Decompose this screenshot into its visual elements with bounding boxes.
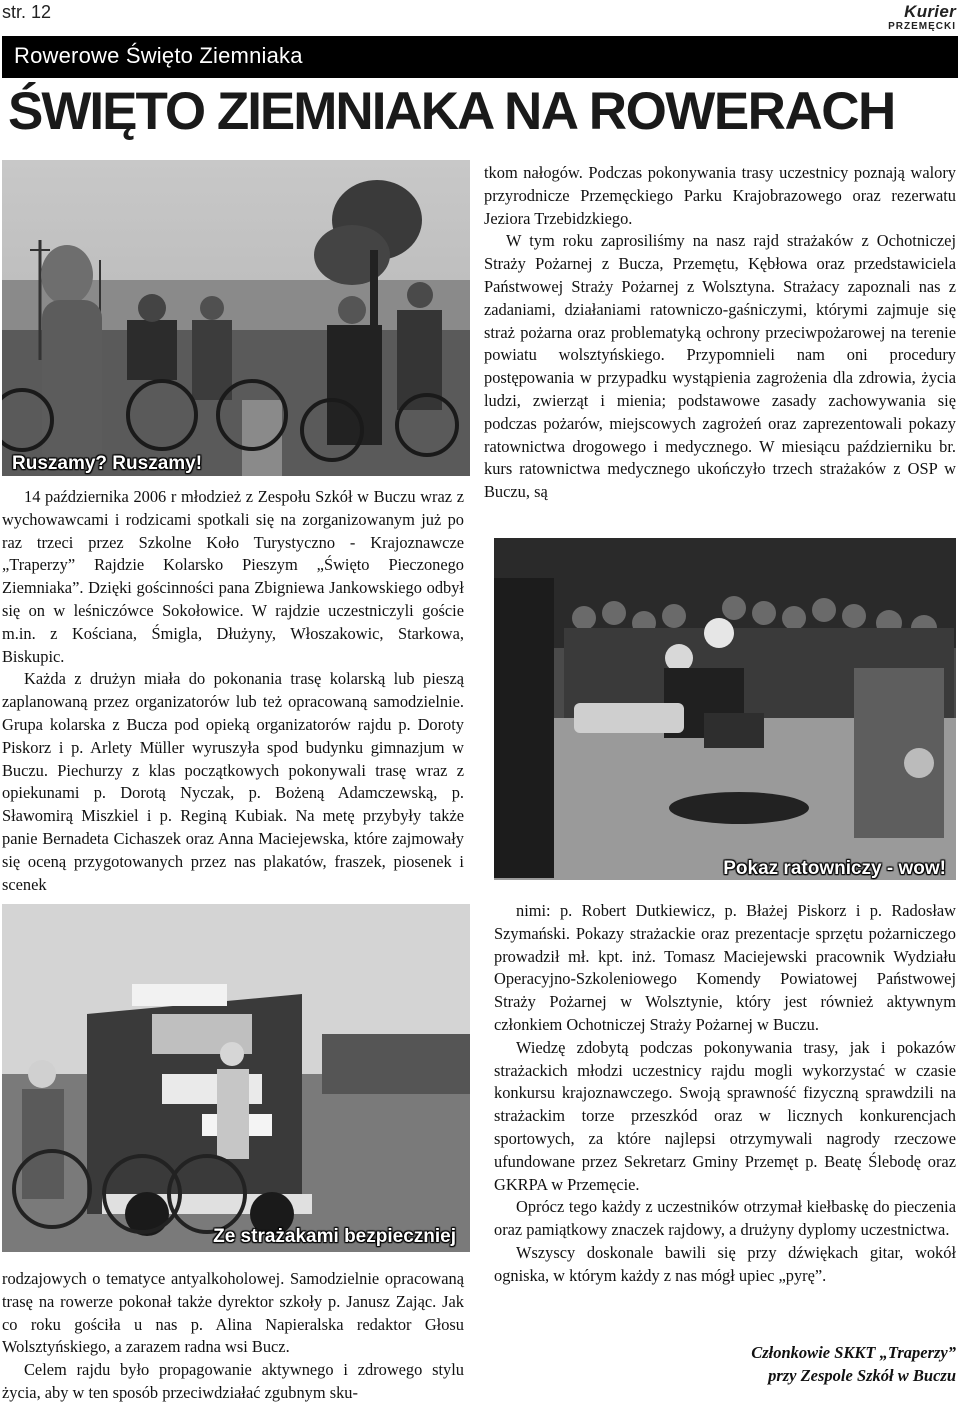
- photo-cyclists: [2, 160, 470, 476]
- photo-rescue-caption: Pokaz ratowniczy - wow!: [723, 858, 946, 879]
- article-right-bottom: [494, 900, 956, 1288]
- section-title: Rowerowe Święto Ziemniaka: [14, 43, 303, 68]
- paragraph: Wiedzę zdobytą podczas pokonywania trasy, jak i pokazów strażackich młodzi uczestnicy rajdu mogli wykorzystać w czasie konkursu krajoznawczego. Swoją sprawność fizyczną sprawdzili na strażackim torze przeszkód oraz w licznych konkurencjach sportowych, za które najlepsi otrzymywali nagrody rzeczowe ufundowane przez Sekretarz Gminy Przemęt p. Beatę Ślebodę oraz GKRPA w Przemęcie.: [494, 1037, 956, 1194]
- section-title-bar: [2, 36, 958, 78]
- photo-rescue-demo: [494, 538, 956, 880]
- photo-rescue-image: [494, 538, 956, 880]
- article-right-top: [484, 162, 956, 504]
- page-number: str. 12: [2, 2, 52, 22]
- paragraph: Celem rajdu było propagowanie aktywnego i zdrowego stylu życia, aby w ten sposób przeciwdziałać zgubnym sku-: [2, 1360, 464, 1402]
- photo-firetruck-image: [2, 904, 470, 1252]
- paragraph: W tym roku zaprosiliśmy na nasz rajd strażaków z Ochotniczej Straży Pożarnej z Bucza, Przemętu, Kębłowa oraz przedstawiciela Państwowej Straży Pożarnej z Wolsztyna. Strażacy zapoznali nas z zadaniami, działaniami ratowniczo-gaśniczymi, którymi zajmuje się straż pożarna oraz problematyką ochrony przeciwpożarowej na terenie powiatu wolsztyńskiego. Przypomnieli nam oni procedury postępowania w przypadku wystąpienia zagrożenia dla zdrowia, życia ludzi, zwierząt i mienia; podstawowe zasady zachowywania się podczas pożarów, miejscowych zagrożeń oraz zaprezentowali pokazy ratownictwa drogowego i medycznego. W miesiącu październiku br. kurs ratownictwa medycznego ukończyło trzech strażaków z OSP w Buczu, są: [484, 231, 956, 502]
- paragraph: rodzajowych o tematyce antyalkoholowej. Samodzielnie opracowaną trasę na rowerze pokonał także dyrektor szkoły p. Janusz Zając. Jak co roku gościła u nas p. Alina Napieralska redaktor Głosu Wolsztyńskiego, a zarazem radna wsi Bucz.: [2, 1269, 464, 1357]
- paragraph: Wszyscy doskonale bawili się przy dźwiękach gitar, wokół ogniska, w którym każdy z nas mógł upiec „pyrę”.: [494, 1242, 956, 1285]
- paragraph: Każda z drużyn miała do pokonania trasę kolarską lub pieszą zaplanowaną przez organizatorów lub też opracowaną samodzielnie. Grupa kolarska z Bucza pod opieką organizatorów rajdu p. Doroty Piskorz i p. Arlety Müller wyruszyła spod budynku gimnazjum w Buczu. Piechurzy z klas początkowych pokonywali trasę wraz z opiekunami p. Dorotą Nyczak, p. Bożeną Adamczewską, p. Sławomirą Miszkiel i p. Reginą Kubiak. Na metę przybyły także panie Bernadeta Cichaszek oraz Anna Maciejewska, które zajmowały się oceną przygotowanych przez nas plakatów, fraszek, piosenek i scenek: [2, 669, 464, 894]
- photo-cyclists-caption: Ruszamy? Ruszamy!: [12, 453, 203, 474]
- signature: [656, 1342, 956, 1387]
- paragraph: nimi: p. Robert Dutkiewicz, p. Błażej Piskorz i p. Radosław Szymański. Pokazy strażackie oraz prezentacje sprzętu pożarniczego prowadził mł. kpt. inż. Tomasz Maciejewski pracownik Wydziału Operacyjno-Szkoleniowego Komendy Powiatowej Państwowej Straży Pożarnej w Wolsztynie, który jest również aktywnym członkiem Ochotniczej Straży Pożarnej w Buczu.: [494, 901, 956, 1034]
- signature-line-2: przy Zespole Szkół w Buczu: [768, 1365, 956, 1385]
- photo-cyclists-image: [2, 160, 470, 476]
- photo-firetruck-caption: Ze strażakami bezpieczniej: [213, 1226, 456, 1247]
- paragraph: Oprócz tego każdy z uczestników otrzymał kiełbaskę do pieczenia oraz pamiątkowy znaczek rajdowy, a drużyny dyplomy uczestnictwa.: [494, 1197, 956, 1240]
- photo-firetruck: [2, 904, 470, 1252]
- logo-subtitle: PRZEMĘCKI: [888, 21, 956, 32]
- headline-regular: ŚWIĘTO ZIEMNIAKA: [8, 82, 504, 141]
- headline: [8, 80, 958, 144]
- paragraph: 14 października 2006 r młodzież z Zespołu Szkół w Buczu wraz z wychowawcami i rodzicami spotkali się na zorganizowanym już po raz trzeci przez Szkolne Koło Turystyczno - Krajoznawcze „Traperzy” Rajdzie Kolarsko Pieszym „Święto Pieczonego Ziemniaka”. Dzięki gościnności pana Zbigniewa Jankowskiego odbył się on w leśniczówce Sokołowice. W rajdzie uczestniczyli goście m.in. z Kościana, Śmigla, Dłużyny, Włoszakowic, Starkowa, Biskupic.: [2, 487, 464, 666]
- signature-line-1: Członkowie SKKT „Traperzy”: [751, 1343, 956, 1362]
- article-left-bottom: [2, 1268, 464, 1402]
- masthead-logo: [886, 2, 956, 32]
- article-left-top: [2, 486, 464, 896]
- paragraph: tkom nałogów. Podczas pokonywania trasy uczestnicy poznają walory przyrodnicze Przemęckiego Parku Krajobrazowego oraz rezerwatu Jeziora Trzebidzkiego.: [484, 163, 956, 228]
- headline-bold: NA ROWERACH: [504, 82, 895, 141]
- logo-title: Kurier: [904, 2, 956, 21]
